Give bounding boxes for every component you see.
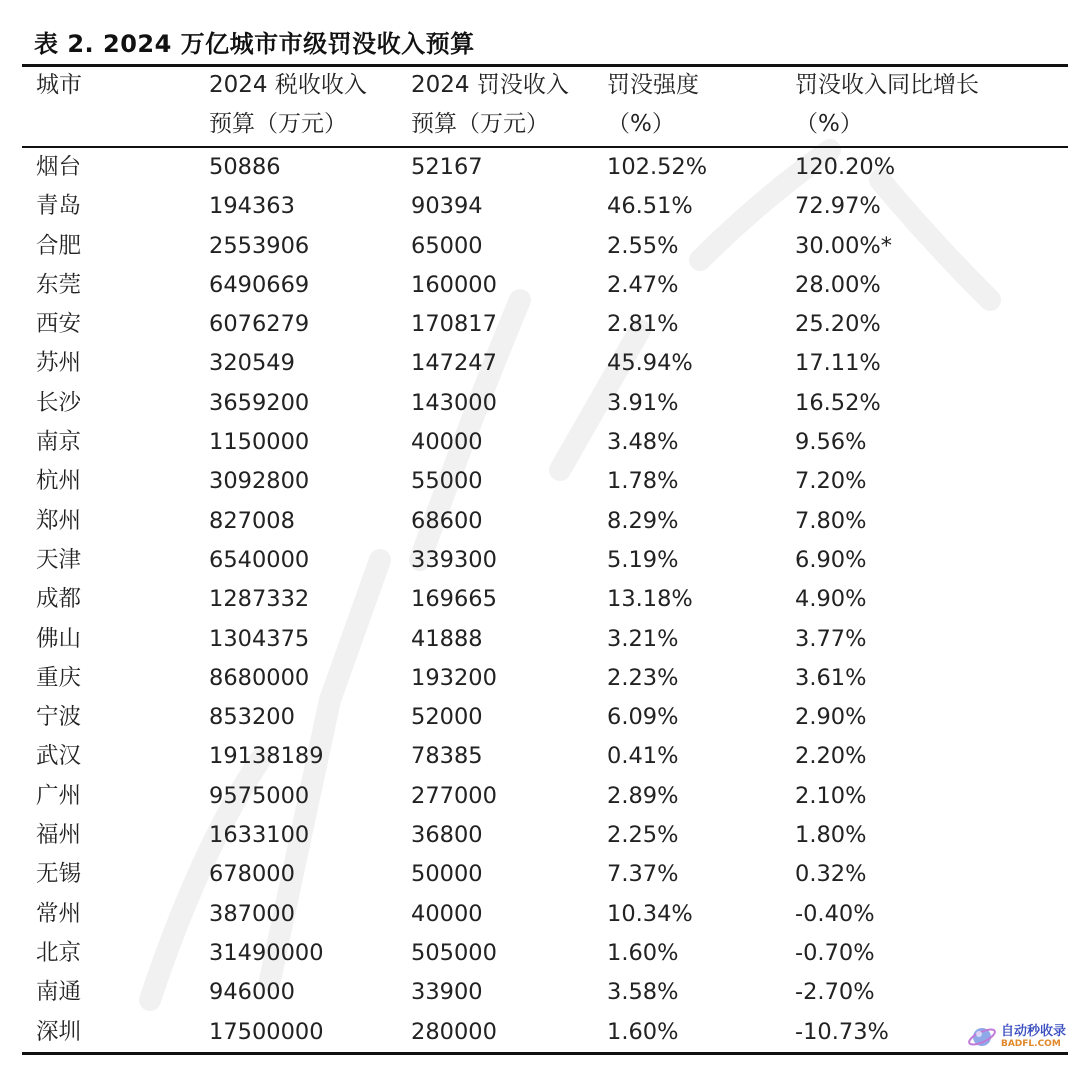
- cell-tax-budget: 19138189: [209, 743, 324, 770]
- table-row: [0, 816, 1080, 855]
- cell-fine-budget: 147247: [411, 350, 497, 377]
- cell-city: 苏州: [36, 350, 82, 377]
- site-watermark: [967, 1022, 1066, 1052]
- cell-fine-intensity: 2.89%: [607, 782, 679, 809]
- table-row: [0, 777, 1080, 816]
- cell-fine-intensity: 3.48%: [607, 429, 679, 456]
- table-row: [0, 580, 1080, 619]
- cell-fine-budget: 36800: [411, 822, 483, 849]
- cell-fine-growth: 25.20%: [795, 311, 881, 338]
- cell-fine-budget: 277000: [411, 782, 497, 809]
- table-row: [0, 187, 1080, 226]
- cell-fine-growth: 9.56%: [795, 429, 867, 456]
- header-growth-line2: （%）: [795, 111, 863, 137]
- cell-city: 西安: [36, 311, 82, 338]
- cell-fine-growth: 120.20%: [795, 154, 896, 180]
- table-row: [0, 934, 1080, 973]
- cell-fine-growth: 2.10%: [795, 782, 867, 809]
- cell-fine-intensity: 2.55%: [607, 232, 679, 259]
- cell-city: 常州: [36, 900, 82, 927]
- cell-city: 宁波: [36, 704, 82, 731]
- cell-fine-growth: 3.61%: [795, 664, 867, 691]
- header-intensity-line1: 罚没强度: [607, 72, 699, 98]
- cell-fine-budget: 33900: [411, 979, 483, 1006]
- cell-fine-growth: -2.70%: [795, 979, 875, 1006]
- cell-tax-budget: 1633100: [209, 822, 310, 849]
- cell-fine-budget: 52000: [411, 704, 483, 731]
- cell-city: 广州: [36, 782, 82, 809]
- header-growth-line1: 罚没收入同比增长: [795, 72, 979, 98]
- table-row: [0, 620, 1080, 659]
- cell-city: 成都: [36, 586, 82, 613]
- cell-tax-budget: 827008: [209, 507, 295, 534]
- cell-tax-budget: 17500000: [209, 1018, 324, 1045]
- cell-fine-intensity: 45.94%: [607, 350, 693, 377]
- cell-fine-intensity: 102.52%: [607, 154, 708, 180]
- cell-fine-growth: 30.00%*: [795, 232, 893, 259]
- cell-fine-growth: -0.70%: [795, 939, 875, 966]
- table-row: [0, 227, 1080, 266]
- header-tax-line2: 预算（万元）: [209, 111, 347, 137]
- planet-logo-icon: [967, 1022, 997, 1052]
- cell-fine-growth: 7.80%: [795, 507, 867, 534]
- cell-city: 长沙: [36, 389, 82, 416]
- cell-fine-intensity: 2.47%: [607, 271, 679, 298]
- cell-fine-budget: 65000: [411, 232, 483, 259]
- table-bottom-rule: [22, 1052, 1068, 1055]
- cell-tax-budget: 8680000: [209, 664, 310, 691]
- cell-fine-intensity: 8.29%: [607, 507, 679, 534]
- cell-tax-budget: 6490669: [209, 271, 310, 298]
- table-row: [0, 344, 1080, 383]
- table-row: [0, 462, 1080, 501]
- cell-fine-growth: 16.52%: [795, 389, 881, 416]
- cell-fine-intensity: 2.23%: [607, 664, 679, 691]
- cell-tax-budget: 50886: [209, 154, 281, 180]
- cell-city: 武汉: [36, 743, 82, 770]
- cell-fine-growth: 2.90%: [795, 704, 867, 731]
- table-row: [0, 384, 1080, 423]
- cell-tax-budget: 6076279: [209, 311, 310, 338]
- cell-fine-budget: 160000: [411, 271, 497, 298]
- header-city: 城市: [36, 72, 82, 98]
- cell-fine-growth: -10.73%: [795, 1018, 889, 1045]
- cell-fine-intensity: 10.34%: [607, 900, 693, 927]
- cell-city: 南通: [36, 979, 82, 1006]
- cell-fine-growth: 17.11%: [795, 350, 881, 377]
- table-row: [0, 502, 1080, 541]
- header-intensity-line2: （%）: [607, 111, 675, 137]
- table-title: 表 2. 2024 万亿城市市级罚没收入预算: [34, 30, 475, 58]
- cell-fine-intensity: 3.91%: [607, 389, 679, 416]
- table-row: [0, 698, 1080, 737]
- cell-fine-budget: 41888: [411, 625, 483, 652]
- table-row: [0, 305, 1080, 344]
- cell-fine-growth: 7.20%: [795, 468, 867, 495]
- cell-fine-budget: 280000: [411, 1018, 497, 1045]
- cell-fine-intensity: 2.25%: [607, 822, 679, 849]
- cell-fine-intensity: 1.60%: [607, 1018, 679, 1045]
- cell-tax-budget: 320549: [209, 350, 295, 377]
- cell-fine-growth: 6.90%: [795, 546, 867, 573]
- cell-city: 天津: [36, 546, 82, 573]
- cell-city: 南京: [36, 429, 82, 456]
- cell-fine-budget: 40000: [411, 429, 483, 456]
- cell-city: 北京: [36, 939, 82, 966]
- table-row: [0, 973, 1080, 1012]
- cell-fine-growth: 72.97%: [795, 193, 881, 220]
- cell-fine-intensity: 6.09%: [607, 704, 679, 731]
- cell-fine-intensity: 7.37%: [607, 861, 679, 888]
- cell-fine-budget: 40000: [411, 900, 483, 927]
- cell-tax-budget: 9575000: [209, 782, 310, 809]
- table-row: [0, 855, 1080, 894]
- cell-city: 无锡: [36, 861, 82, 888]
- cell-fine-budget: 55000: [411, 468, 483, 495]
- cell-fine-budget: 90394: [411, 193, 483, 220]
- cell-fine-growth: 3.77%: [795, 625, 867, 652]
- cell-fine-growth: 1.80%: [795, 822, 867, 849]
- cell-fine-intensity: 46.51%: [607, 193, 693, 220]
- cell-tax-budget: 946000: [209, 979, 295, 1006]
- cell-fine-budget: 143000: [411, 389, 497, 416]
- cell-fine-intensity: 1.78%: [607, 468, 679, 495]
- cell-fine-budget: 339300: [411, 546, 497, 573]
- watermark-main-text: 自动秒收录: [1000, 1024, 1066, 1039]
- cell-tax-budget: 1304375: [209, 625, 310, 652]
- cell-city: 郑州: [36, 507, 82, 534]
- cell-fine-growth: -0.40%: [795, 900, 875, 927]
- header-tax-line1: 2024 税收收入: [209, 72, 367, 98]
- table-row: [0, 1013, 1080, 1052]
- cell-tax-budget: 1287332: [209, 586, 310, 613]
- watermark-sub-text: BADFL.COM: [1000, 1039, 1061, 1049]
- cell-fine-intensity: 2.81%: [607, 311, 679, 338]
- cell-fine-budget: 193200: [411, 664, 497, 691]
- table-row: [0, 737, 1080, 776]
- cell-fine-budget: 169665: [411, 586, 497, 613]
- table-row: [0, 659, 1080, 698]
- cell-fine-budget: 50000: [411, 861, 483, 888]
- cell-tax-budget: 2553906: [209, 232, 310, 259]
- cell-fine-budget: 505000: [411, 939, 497, 966]
- cell-fine-growth: 4.90%: [795, 586, 867, 613]
- cell-fine-intensity: 5.19%: [607, 546, 679, 573]
- table-row: [0, 895, 1080, 934]
- cell-fine-intensity: 13.18%: [607, 586, 693, 613]
- table-row: [0, 266, 1080, 305]
- cell-fine-intensity: 1.60%: [607, 939, 679, 966]
- cell-city: 佛山: [36, 625, 82, 652]
- cell-tax-budget: 1150000: [209, 429, 310, 456]
- cell-city: 重庆: [36, 664, 82, 691]
- cell-fine-growth: 0.32%: [795, 861, 867, 888]
- cell-city: 深圳: [36, 1018, 82, 1045]
- cell-fine-budget: 170817: [411, 311, 497, 338]
- cell-tax-budget: 387000: [209, 900, 295, 927]
- cell-tax-budget: 853200: [209, 704, 295, 731]
- cell-city: 烟台: [36, 154, 82, 180]
- cell-tax-budget: 194363: [209, 193, 295, 220]
- table-row: [0, 148, 1080, 187]
- cell-fine-growth: 2.20%: [795, 743, 867, 770]
- cell-tax-budget: 31490000: [209, 939, 324, 966]
- cell-city: 东莞: [36, 271, 82, 298]
- cell-fine-budget: 68600: [411, 507, 483, 534]
- table-body: [0, 148, 1080, 1052]
- cell-tax-budget: 6540000: [209, 546, 310, 573]
- header-fine-line1: 2024 罚没收入: [411, 72, 569, 98]
- cell-city: 合肥: [36, 232, 82, 259]
- cell-fine-growth: 28.00%: [795, 271, 881, 298]
- table-row: [0, 423, 1080, 462]
- cell-fine-budget: 78385: [411, 743, 483, 770]
- cell-fine-intensity: 3.58%: [607, 979, 679, 1006]
- table-row: [0, 541, 1080, 580]
- header-fine-line2: 预算（万元）: [411, 111, 549, 137]
- cell-city: 福州: [36, 822, 82, 849]
- cell-tax-budget: 678000: [209, 861, 295, 888]
- cell-fine-budget: 52167: [411, 154, 483, 180]
- cell-city: 青岛: [36, 193, 82, 220]
- cell-tax-budget: 3092800: [209, 468, 310, 495]
- cell-fine-intensity: 0.41%: [607, 743, 679, 770]
- cell-city: 杭州: [36, 468, 82, 495]
- cell-tax-budget: 3659200: [209, 389, 310, 416]
- cell-fine-intensity: 3.21%: [607, 625, 679, 652]
